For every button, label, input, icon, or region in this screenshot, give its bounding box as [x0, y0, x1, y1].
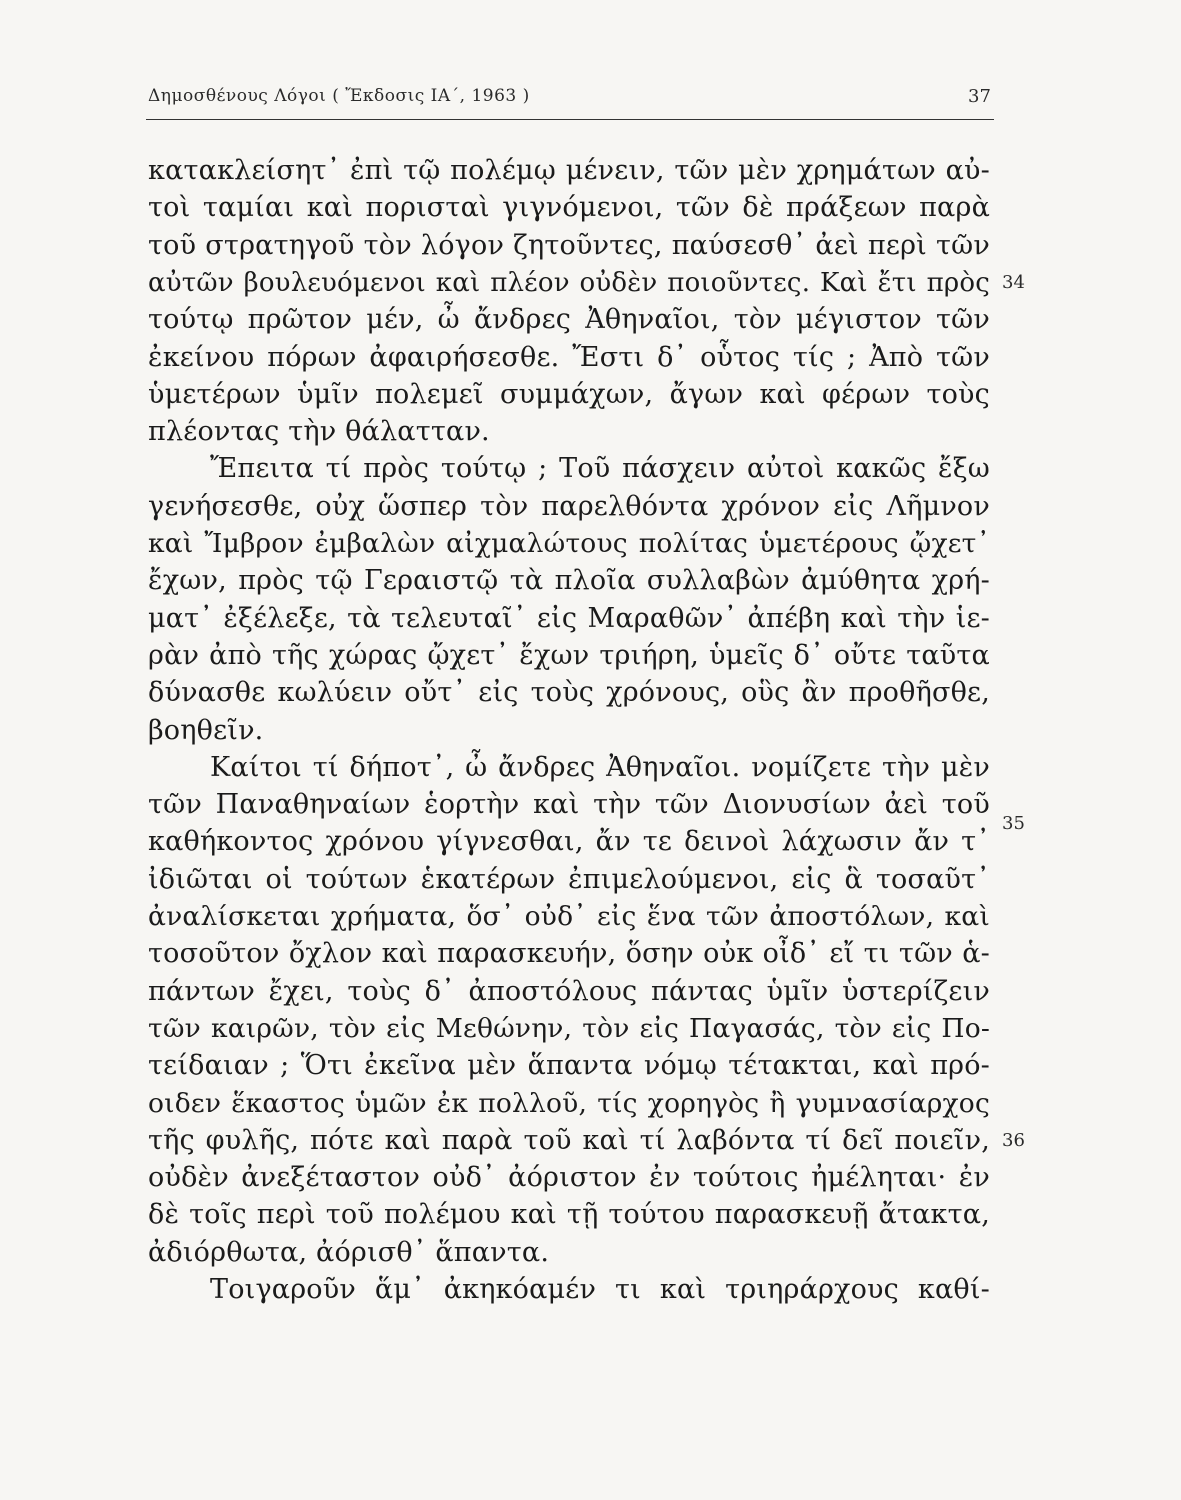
text-line: τοῦ στρατηγοῦ τὸν λόγον ζητοῦντες, παύσεσθ᾽ ἀεὶ περὶ τῶν	[148, 229, 990, 261]
text-line: κατακλείσητ᾽ ἐπὶ τῷ πολέμῳ μένειν, τῶν μὲν χρημάτων αὐ-	[148, 155, 990, 186]
margin-section-number: 35	[1002, 813, 1025, 834]
text-line: τοσοῦτον ὄχλον καὶ παρασκευήν, ὅσην οὐκ οἶδ᾽ εἴ τι τῶν ἁ-	[148, 938, 990, 970]
text-line: ἐκείνου πόρων ἀφαιρήσεσθε. Ἔστι δ᾽ οὗτος τίς ; Ἀπὸ τῶν	[148, 341, 990, 373]
text-line: καθήκοντος χρόνου γίγνεσθαι, ἄν τε δεινοὶ λάχωσιν ἄν τ᾽	[148, 826, 990, 858]
text-line: Ἔπειτα τί πρὸς τούτῳ ; Τοῦ πάσχειν αὐτοὶ κακῶς ἔξω	[210, 453, 990, 485]
text-line: πάντων ἔχει, τοὺς δ᾽ ἀποστόλους πάντας ὑμῖν ὑστερίζειν	[148, 975, 990, 1007]
text-line: πλέοντας τὴν θάλατταν.	[148, 416, 490, 448]
text-line: Καίτοι τί δήποτ᾽, ὦ ἄνδρες Ἀθηναῖοι. νομίζετε τὴν μὲν	[210, 751, 990, 783]
text-line: τῆς φυλῆς, πότε καὶ παρὰ τοῦ καὶ τί λαβόντα τί δεῖ ποιεῖν,	[148, 1124, 990, 1156]
text-line: δὲ τοῖς περὶ τοῦ πολέμου καὶ τῇ τούτου παρασκευῇ ἄτακτα,	[148, 1199, 990, 1231]
running-head: Δημοσθένους Λόγοι ( Ἔκδοσις ΙΑ΄, 1963 )	[148, 86, 530, 106]
text-line: οὐδὲν ἀνεξέταστον οὐδ᾽ ἀόριστον ἐν τούτοις ἠμέληται· ἐν	[148, 1162, 990, 1194]
text-line: ρὰν ἀπὸ τῆς χώρας ᾤχετ᾽ ἔχων τριήρη, ὑμεῖς δ᾽ οὔτε ταῦτα	[148, 639, 990, 671]
text-line: καὶ Ἴμβρον ἐμβαλὼν αἰχμαλώτους πολίτας ὑμετέρους ᾤχετ᾽	[148, 528, 990, 559]
text-line: τῶν καιρῶν, τὸν εἰς Μεθώνην, τὸν εἰς Παγασάς, τὸν εἰς Πο-	[148, 1012, 990, 1044]
text-line: τούτῳ πρῶτον μέν, ὦ ἄνδρες Ἀθηναῖοι, τὸν μέγιστον τῶν	[148, 304, 990, 336]
margin-section-number: 36	[1002, 1130, 1025, 1151]
text-line: αὐτῶν βουλευόμενοι καὶ πλέον οὐδὲν ποιοῦντες. Καὶ ἔτι πρὸς	[148, 267, 990, 298]
text-line: Τοιγαροῦν ἅμ᾽ ἀκηκόαμέν τι καὶ τριηράρχους καθί-	[210, 1274, 990, 1305]
text-line: ματ᾽ ἐξέλεξε, τὰ τελευταῖ᾽ εἰς Μαραθῶν᾽ ἀπέβη καὶ τὴν ἱε-	[148, 602, 990, 634]
text-line: ὑμετέρων ὑμῖν πολεμεῖ συμμάχων, ἄγων καὶ φέρων τοὺς	[148, 378, 990, 410]
text-line: δύνασθε κωλύειν οὔτ᾽ εἰς τοὺς χρόνους, οὓς ἂν προθῆσθε,	[148, 677, 990, 709]
text-line: οιδεν ἕκαστος ὑμῶν ἐκ πολλοῦ, τίς χορηγὸς ἢ γυμνασίαρχος	[148, 1087, 990, 1119]
text-line: τείδαιαν ; Ὅτι ἐκεῖνα μὲν ἅπαντα νόμῳ τέτακται, καὶ πρό-	[148, 1050, 990, 1082]
text-line: γενήσεσθε, οὐχ ὥσπερ τὸν παρελθόντα χρόνον εἰς Λῆμνον	[148, 490, 990, 522]
page-number: 37	[968, 86, 991, 107]
text-line: τῶν Παναθηναίων ἑορτὴν καὶ τὴν τῶν Διονυσίων ἀεὶ τοῦ	[148, 789, 990, 821]
text-line: ἔχων, πρὸς τῷ Γεραιστῷ τὰ πλοῖα συλλαβὼν ἀμύθητα χρή-	[148, 565, 990, 597]
margin-section-number: 34	[1002, 272, 1025, 293]
text-line: ἰδιῶται οἱ τούτων ἑκατέρων ἐπιμελούμενοι, εἰς ἃ τοσαῦτ᾽	[148, 863, 990, 895]
text-line: ἀναλίσκεται χρήματα, ὅσ᾽ οὐδ᾽ εἰς ἕνα τῶν ἀποστόλων, καὶ	[148, 901, 990, 932]
text-line: ἀδιόρθωτα, ἀόρισθ᾽ ἅπαντα.	[148, 1236, 550, 1268]
header-rule	[146, 119, 994, 120]
text-line: βοηθεῖν.	[148, 714, 264, 746]
text-line: τοὶ ταμίαι καὶ πορισταὶ γιγνόμενοι, τῶν δὲ πράξεων παρὰ	[148, 192, 990, 224]
